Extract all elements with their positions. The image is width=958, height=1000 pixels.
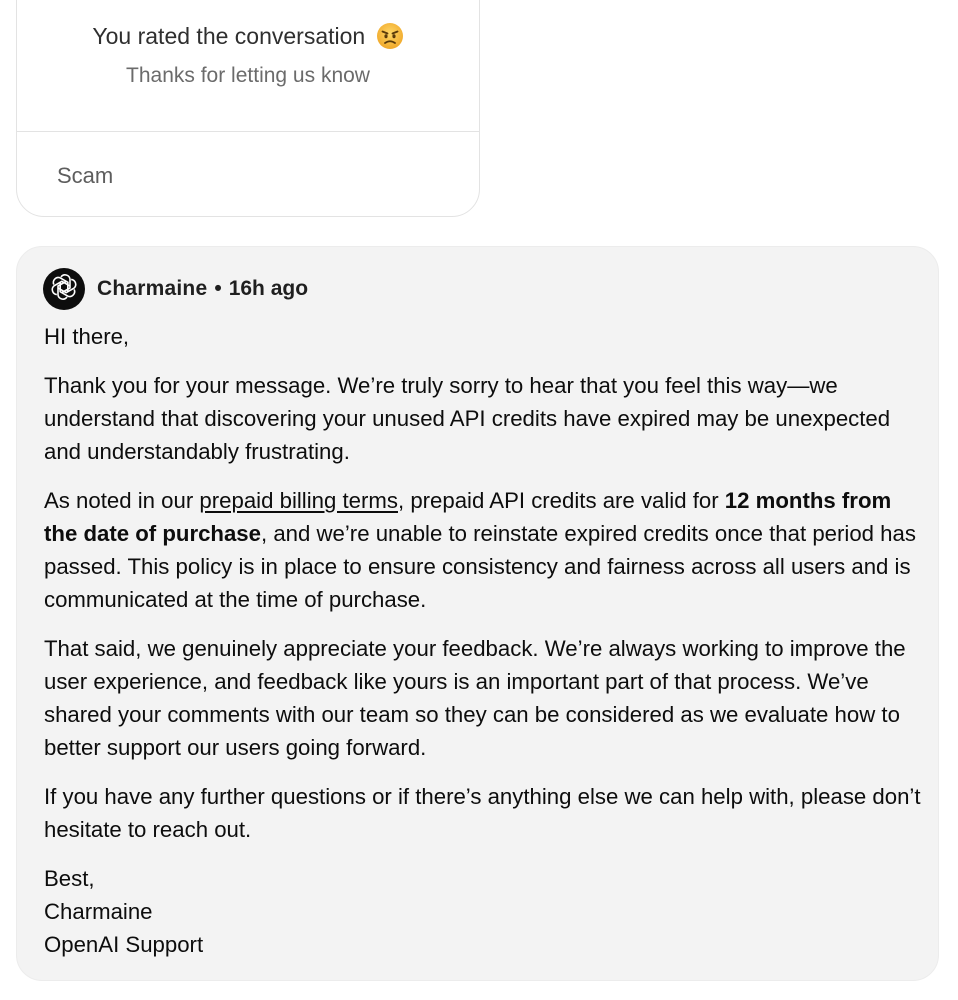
rating-card: [16, 0, 480, 217]
paragraph-text: , prepaid API credits are valid for: [397, 488, 725, 514]
support-message-card: [16, 246, 939, 981]
paragraph: If you have any further questions or if there’s anything else we can help with, please don’t hesitate to reach out.: [44, 783, 921, 842]
paragraph: [44, 485, 924, 616]
divider: [17, 131, 479, 132]
message-body: [44, 321, 924, 962]
rating-reason: Scam: [57, 163, 114, 188]
separator-dot: •: [214, 277, 222, 300]
sender-name: Charmaine: [97, 277, 208, 300]
paragraph: Thank you for your message. We’re truly sorry to hear that you feel this way—we understand that discovering your unused API credits have expired may be unexpected and understandably frustrating.: [44, 373, 891, 464]
angry-face-icon: [376, 22, 404, 50]
emphasized-text: 12 months from the date of purchase: [44, 488, 892, 547]
rating-title-row: [17, 21, 479, 51]
signature-name: Charmaine: [44, 898, 153, 924]
prepaid-billing-terms-link[interactable]: prepaid billing terms: [199, 488, 398, 514]
message-timestamp: 16h ago: [228, 277, 309, 300]
paragraph: That said, we genuinely appreciate your feedback. We’re always working to improve the user experience, and feedback like yours is an important part of that process. We’ve shared your comments with our team so they can be considered as we evaluate how to better support our users going forward.: [44, 636, 906, 760]
greeting: HI there,: [44, 324, 130, 349]
paragraph-text: As noted in our: [44, 488, 200, 514]
signoff: Best,: [44, 866, 95, 892]
rating-title: You rated the conversation: [92, 23, 366, 49]
avatar: [43, 268, 85, 310]
signature-block: [44, 863, 924, 961]
rating-subtitle: Thanks for letting us know: [126, 64, 370, 87]
paragraph-text: , and we’re unable to reinstate expired credits once that period has passed. This policy is in place to ensure consistency and fairness across all users and is communicated at the time of purchase.: [44, 521, 916, 612]
signature-org: OpenAI Support: [44, 931, 204, 957]
openai-logo-icon: [49, 272, 79, 307]
message-header: [43, 268, 308, 310]
